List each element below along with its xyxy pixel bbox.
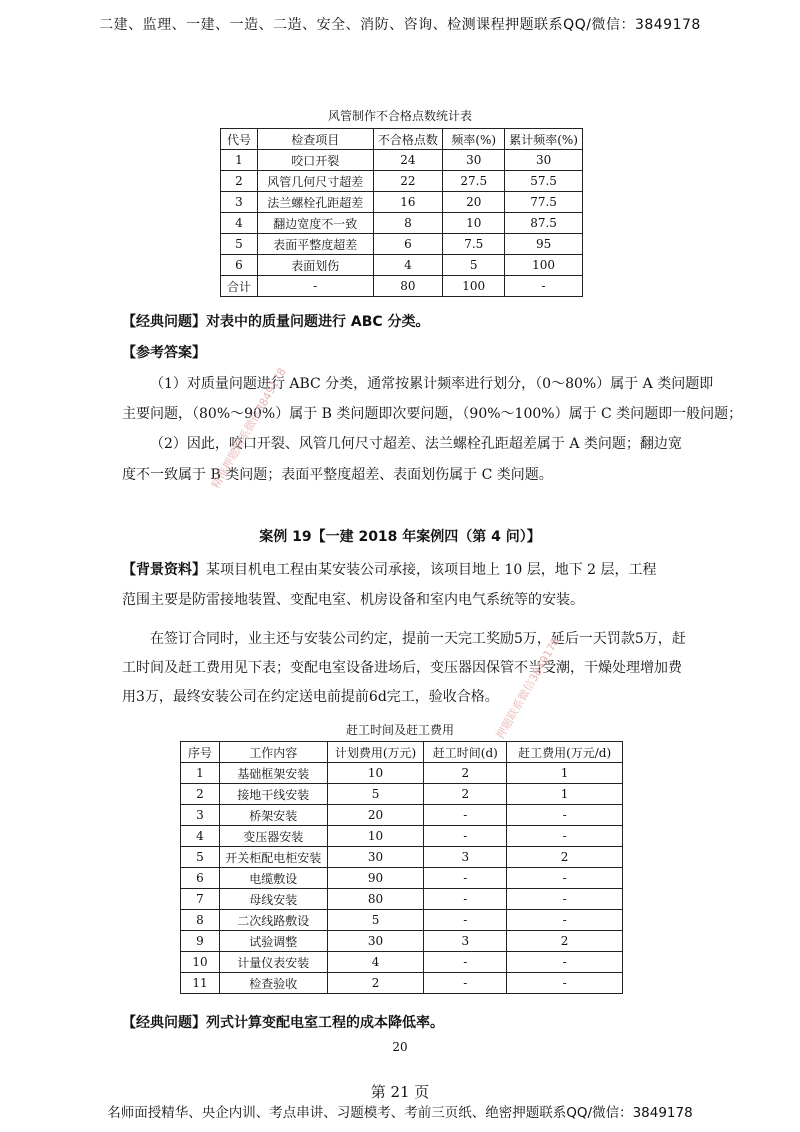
table-header-cell: 序号 [181, 742, 220, 763]
table-cell: - [507, 910, 623, 931]
page-number: 20 [392, 1040, 408, 1054]
answer-label: 【参考答案】 [122, 345, 206, 361]
table-cell: - [424, 868, 507, 889]
defect-table [220, 128, 583, 297]
table-cell: 基础框架安装 [219, 763, 327, 784]
table-cell: - [257, 276, 373, 297]
table-cell: 30 [327, 931, 424, 952]
table-cell: - [505, 276, 583, 297]
table-cell: 8 [373, 213, 443, 234]
table-cell: 电缆敷设 [219, 868, 327, 889]
question-1-label: 【经典问题】 [122, 314, 206, 330]
table-cell: 1 [181, 763, 220, 784]
table-cell: 试验调整 [219, 931, 327, 952]
table-header-cell: 累计频率(%) [505, 129, 583, 150]
table-cell: 20 [443, 192, 505, 213]
question-1 [122, 313, 430, 331]
table-cell: 计量仪表安装 [219, 952, 327, 973]
table-row [181, 889, 623, 910]
table-cell: 4 [221, 213, 258, 234]
answer-line: 主要问题，（80%～90%）属于 B 类问题即次要问题，（90%～100%）属于 C 类问题即一般问题； [122, 406, 743, 422]
table-cell: 10 [327, 763, 424, 784]
table-cell: - [507, 805, 623, 826]
table-cell: 30 [443, 150, 505, 171]
background-para [122, 561, 657, 579]
question-2-label: 【经典问题】 [122, 1015, 206, 1031]
table-row [221, 192, 583, 213]
table-cell: 6 [181, 868, 220, 889]
table-cell: 开关柜配电柜安装 [219, 847, 327, 868]
background-line: 范围主要是防雷接地装置、变配电室、机房设备和室内电气系统等的安装。 [122, 592, 584, 608]
watermark: 押题联系微信3849178 [493, 635, 563, 742]
table-cell: 8 [181, 910, 220, 931]
table-header-cell: 检查项目 [257, 129, 373, 150]
table-cell: - [507, 952, 623, 973]
table-cell: 80 [327, 889, 424, 910]
table-cell: 20 [327, 805, 424, 826]
table-cell: 翻边宽度不一致 [257, 213, 373, 234]
background-line: 工时间及赶工费用见下表；变配电室设备进场后，变压器因保管不当受潮，干燥处理增加费 [122, 660, 682, 676]
answer-line: （2）因此，咬口开裂、风管几何尺寸超差、法兰螺栓孔距超差属于 A 类问题；翻边宽 [150, 436, 682, 452]
table-row [181, 784, 623, 805]
case-title: 案例 19【一建 2018 年案例四（第 4 问）】 [259, 529, 541, 545]
table-row [181, 868, 623, 889]
table-cell: 24 [373, 150, 443, 171]
table-header-cell: 赶工费用(万元/d) [507, 742, 623, 763]
table-cell: 3 [424, 931, 507, 952]
table-cell: 7.5 [443, 234, 505, 255]
table-cell: 1 [221, 150, 258, 171]
table-cell: - [424, 826, 507, 847]
table-cell: 5 [327, 784, 424, 805]
watermark: 精准押题联系微信3849178 [209, 365, 289, 491]
background-label: 【背景资料】 [122, 562, 206, 578]
table-row [221, 171, 583, 192]
table-cell: 接地干线安装 [219, 784, 327, 805]
table-row [181, 931, 623, 952]
table-cell: 4 [181, 826, 220, 847]
table-cell: - [424, 805, 507, 826]
table-cell: 7 [181, 889, 220, 910]
table-cell: 表面划伤 [257, 255, 373, 276]
table-cell: 57.5 [505, 171, 583, 192]
background-line: 用3万，最终安装公司在约定送电前提前6d完工，验收合格。 [122, 689, 499, 705]
table-cell: - [507, 973, 623, 994]
table-cell: 77.5 [505, 192, 583, 213]
table-cell: 27.5 [443, 171, 505, 192]
question-2 [122, 1014, 444, 1032]
table-cell: 4 [327, 952, 424, 973]
table-cell: 95 [505, 234, 583, 255]
table-cell: 9 [181, 931, 220, 952]
footer-banner: 名师面授精华、央企内训、考点串讲、习题模考、考前三页纸、绝密押题联系QQ/微信：3849178 [107, 1105, 693, 1121]
table-row [181, 763, 623, 784]
table-cell: 3 [181, 805, 220, 826]
table-cell: 30 [327, 847, 424, 868]
table-cell: 5 [181, 847, 220, 868]
table-cell: 变压器安装 [219, 826, 327, 847]
table-row [221, 213, 583, 234]
table-cell: 2 [181, 784, 220, 805]
question-1-text: 对表中的质量问题进行 ABC 分类。 [206, 314, 430, 330]
table-row [221, 234, 583, 255]
table-cell: 1 [507, 784, 623, 805]
table-cell: 风管几何尺寸超差 [257, 171, 373, 192]
table-cell: - [507, 826, 623, 847]
table-cell: 22 [373, 171, 443, 192]
table-row [181, 910, 623, 931]
table-row [181, 826, 623, 847]
table-header-cell: 代号 [221, 129, 258, 150]
table-header-cell: 频率(%) [443, 129, 505, 150]
answer-line: 度不一致属于 B 类问题；表面平整度超差、表面划伤属于 C 类问题。 [122, 467, 553, 483]
table-cell: 6 [373, 234, 443, 255]
background-line: 在签订合同时，业主还与安装公司约定，提前一天完工奖励5万，延后一天罚款5万，赶 [150, 631, 686, 647]
background-line: 某项目机电工程由某安装公司承接，该项目地上 10 层，地下 2 层，工程 [206, 562, 657, 578]
table-header-cell: 不合格点数 [373, 129, 443, 150]
table-cell: 10 [181, 952, 220, 973]
table-cell: 87.5 [505, 213, 583, 234]
table-header-cell: 工作内容 [219, 742, 327, 763]
answer-line: （1）对质量问题进行 ABC 分类，通常按累计频率进行划分，（0～80%）属于 A 类问题即 [150, 376, 714, 392]
page-label: 第 21 页 [370, 1083, 430, 1101]
table-header-cell: 赶工时间(d) [424, 742, 507, 763]
table-cell: 表面平整度超差 [257, 234, 373, 255]
question-2-text: 列式计算变配电室工程的成本降低率。 [206, 1015, 444, 1031]
table-row [181, 805, 623, 826]
table-cell: 5 [443, 255, 505, 276]
table-cell: 16 [373, 192, 443, 213]
table-row [221, 276, 583, 297]
table-cell: 5 [327, 910, 424, 931]
table-cell: - [424, 973, 507, 994]
table-cell: 10 [327, 826, 424, 847]
table-cell: 30 [505, 150, 583, 171]
table-cell: 4 [373, 255, 443, 276]
rush-cost-table [180, 741, 623, 994]
table-cell: 100 [443, 276, 505, 297]
table-header-row [181, 742, 623, 763]
table-cell: 3 [424, 847, 507, 868]
table-cell: - [507, 889, 623, 910]
table-cell: 咬口开裂 [257, 150, 373, 171]
table-row [181, 952, 623, 973]
table-cell: 11 [181, 973, 220, 994]
table-cell: 80 [373, 276, 443, 297]
table-cell: 1 [507, 763, 623, 784]
table-cell: 2 [327, 973, 424, 994]
table-row [181, 847, 623, 868]
table-cell: 10 [443, 213, 505, 234]
table-cell: 2 [221, 171, 258, 192]
table-row [181, 973, 623, 994]
table-cell: 5 [221, 234, 258, 255]
table-cell: 二次线路敷设 [219, 910, 327, 931]
table1-caption: 风管制作不合格点数统计表 [327, 109, 472, 123]
table-cell: 2 [507, 847, 623, 868]
table-cell: 6 [221, 255, 258, 276]
table2-caption: 赶工时间及赶工费用 [345, 723, 454, 737]
table-cell: - [424, 952, 507, 973]
table-cell: 3 [221, 192, 258, 213]
table-cell: 90 [327, 868, 424, 889]
table-cell: 母线安装 [219, 889, 327, 910]
table-row [221, 255, 583, 276]
table-cell: 合计 [221, 276, 258, 297]
table-row [221, 150, 583, 171]
table-cell: 2 [507, 931, 623, 952]
table-header-row [221, 129, 583, 150]
table-cell: - [424, 910, 507, 931]
table-cell: 100 [505, 255, 583, 276]
table-cell: 法兰螺栓孔距超差 [257, 192, 373, 213]
table-cell: 2 [424, 784, 507, 805]
table-header-cell: 计划费用(万元) [327, 742, 424, 763]
table-cell: 2 [424, 763, 507, 784]
table-cell: 检查验收 [219, 973, 327, 994]
table-cell: - [424, 889, 507, 910]
header-banner: 二建、监理、一建、一造、二造、安全、消防、咨询、检测课程押题联系QQ/微信：3849178 [99, 17, 701, 33]
table-cell: 桥架安装 [219, 805, 327, 826]
table-cell: - [507, 868, 623, 889]
